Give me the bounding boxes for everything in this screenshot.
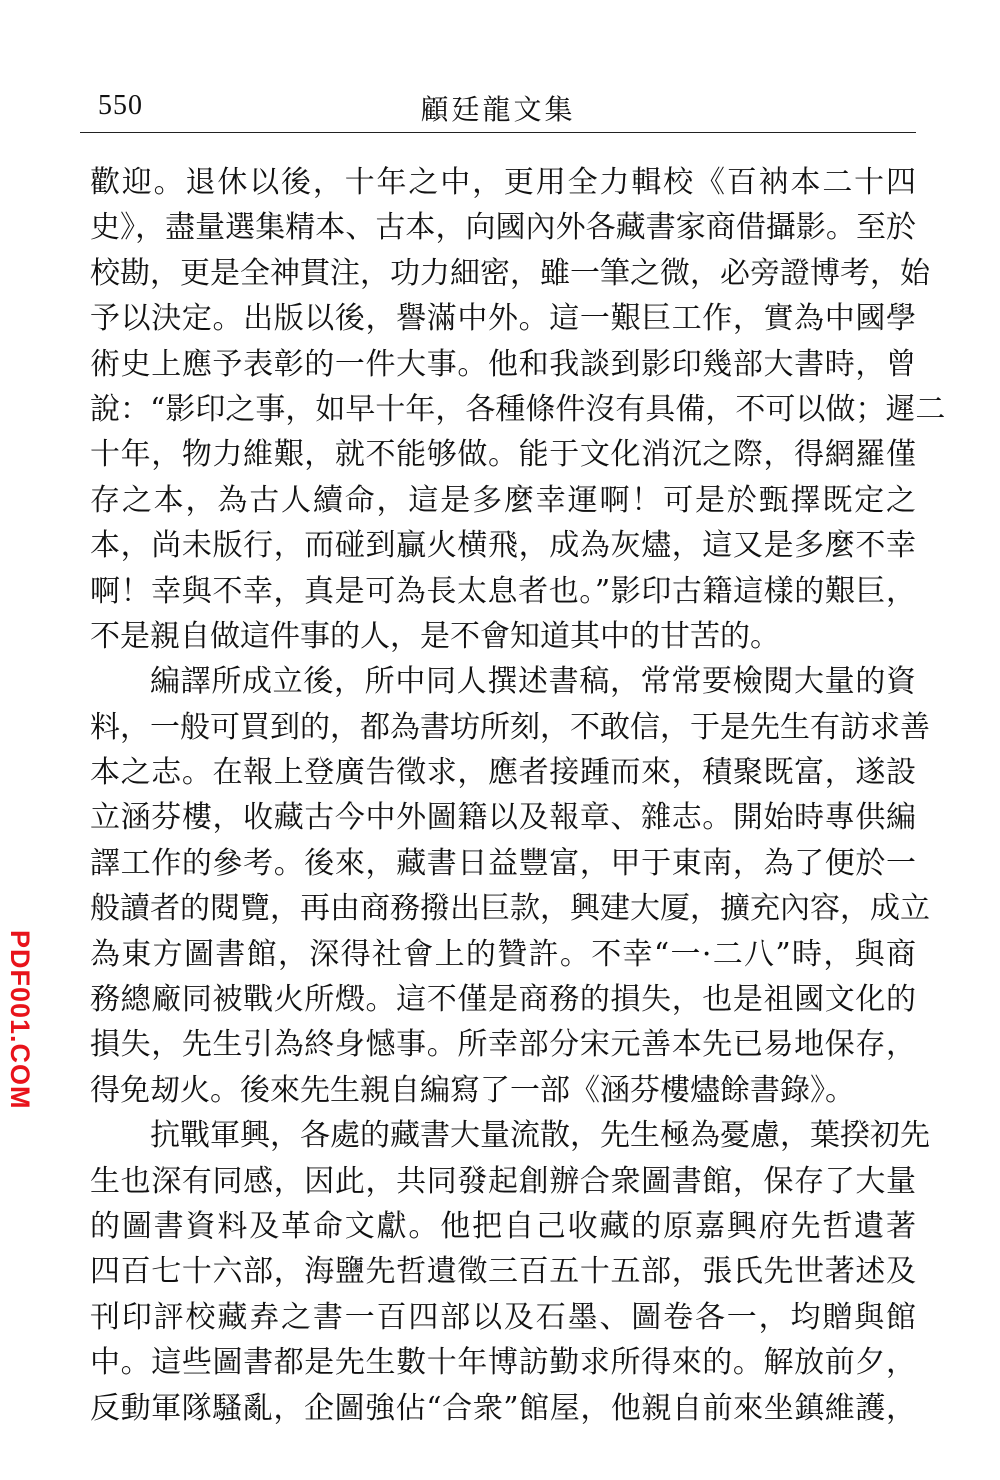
text-line: 刊印評校藏弆之書一百四部以及石墨、圖卷各一，均贈與館 xyxy=(90,1299,916,1335)
text-line: 般讀者的閱覽，再由商務撥出巨款，興建大厦，擴充內容，成立 xyxy=(90,891,930,927)
text-line: 生也深有同感，因此，共同發起創辦合衆圖書館，保存了大量 xyxy=(90,1163,916,1199)
page-header xyxy=(80,82,916,133)
text-line: 歡迎。退休以後，十年之中，更用全力輯校《百衲本二十四 xyxy=(90,165,916,200)
text-line: 反動軍隊騷亂，企圖強佔“合衆”館屋，他親自前來坐鎮維護， xyxy=(90,1390,916,1426)
text-line: 予以決定。出版以後，譽滿中外。這一艱巨工作，實為中國學 xyxy=(90,301,916,337)
book-title: 顧廷龍文集 xyxy=(420,93,576,126)
text-line: 本之志。在報上登廣告徵求，應者接踵而來，積聚既富，遂設 xyxy=(90,755,916,791)
watermark: PDF001.COM xyxy=(5,930,35,1110)
text-line: 為東方圖書館，深得社會上的贊許。不幸“一·二八”時，與商 xyxy=(90,936,916,972)
page-number: 550 xyxy=(98,90,143,121)
text-line: 中。這些圖書都是先生數十年博訪勤求所得來的。解放前夕， xyxy=(90,1345,916,1381)
text-line: 的圖書資料及革命文獻。他把自己收藏的原嘉興府先哲遺著 xyxy=(90,1208,916,1244)
text-line: 料，一般可買到的，都為書坊所刻，不敢信，于是先生有訪求善 xyxy=(90,709,930,745)
text-line: 得免刼火。後來先生親自編寫了一部《涵芬樓燼餘書錄》。 xyxy=(90,1072,855,1108)
text-line: 本，尚未版行，而碰到贏火横飛，成為灰燼，這又是多麼不幸 xyxy=(90,528,916,564)
text-line: 譯工作的參考。後來，藏書日益豐富，甲于東南，為了便於一 xyxy=(90,845,916,881)
text-line: 損失，先生引為終身憾事。所幸部分宋元善本先已易地保存， xyxy=(90,1027,916,1063)
text-line: 十年，物力維艱，就不能够做。能于文化消沉之際，得網羅僅 xyxy=(90,437,916,473)
paragraph-start-line: 編譯所成立後，所中同人撰述書稿，常常要檢閱大量的資 xyxy=(150,664,916,700)
text-line: 史》，盡量選集精本、古本，向國內外各藏書家商借攝影。至於 xyxy=(90,210,916,246)
text-line: 校勘，更是全神貫注，功力細密，雖一筆之微，必旁證博考，始 xyxy=(90,255,930,291)
body-text xyxy=(90,160,946,1431)
text-line: 四百七十六部，海鹽先哲遺徵三百五十五部，張氏先世著述及 xyxy=(90,1254,916,1290)
text-line: 不是親自做這件事的人，是不會知道其中的甘苦的。 xyxy=(90,618,780,654)
text-line: 立涵芬樓，收藏古今中外圖籍以及報章、雜志。開始時專供編 xyxy=(90,800,916,836)
text-line: 說：“影印之事，如早十年，各種條件沒有具備，不可以做；遲二 xyxy=(90,391,946,427)
text-line: 啊！幸與不幸，真是可為長太息者也。”影印古籍這樣的艱巨， xyxy=(90,573,916,609)
text-line: 務總廠同被戰火所燬。這不僅是商務的損失，也是祖國文化的 xyxy=(90,982,916,1018)
text-line: 術史上應予表彰的一件大事。他和我談到影印幾部大書時，曾 xyxy=(90,346,916,382)
text-line: 存之本，為古人續命，這是多麼幸運啊！可是於甄擇既定之 xyxy=(90,482,916,518)
paragraph-start-line: 抗戰軍興，各處的藏書大量流散，先生極為憂慮，葉揆初先 xyxy=(150,1118,930,1154)
